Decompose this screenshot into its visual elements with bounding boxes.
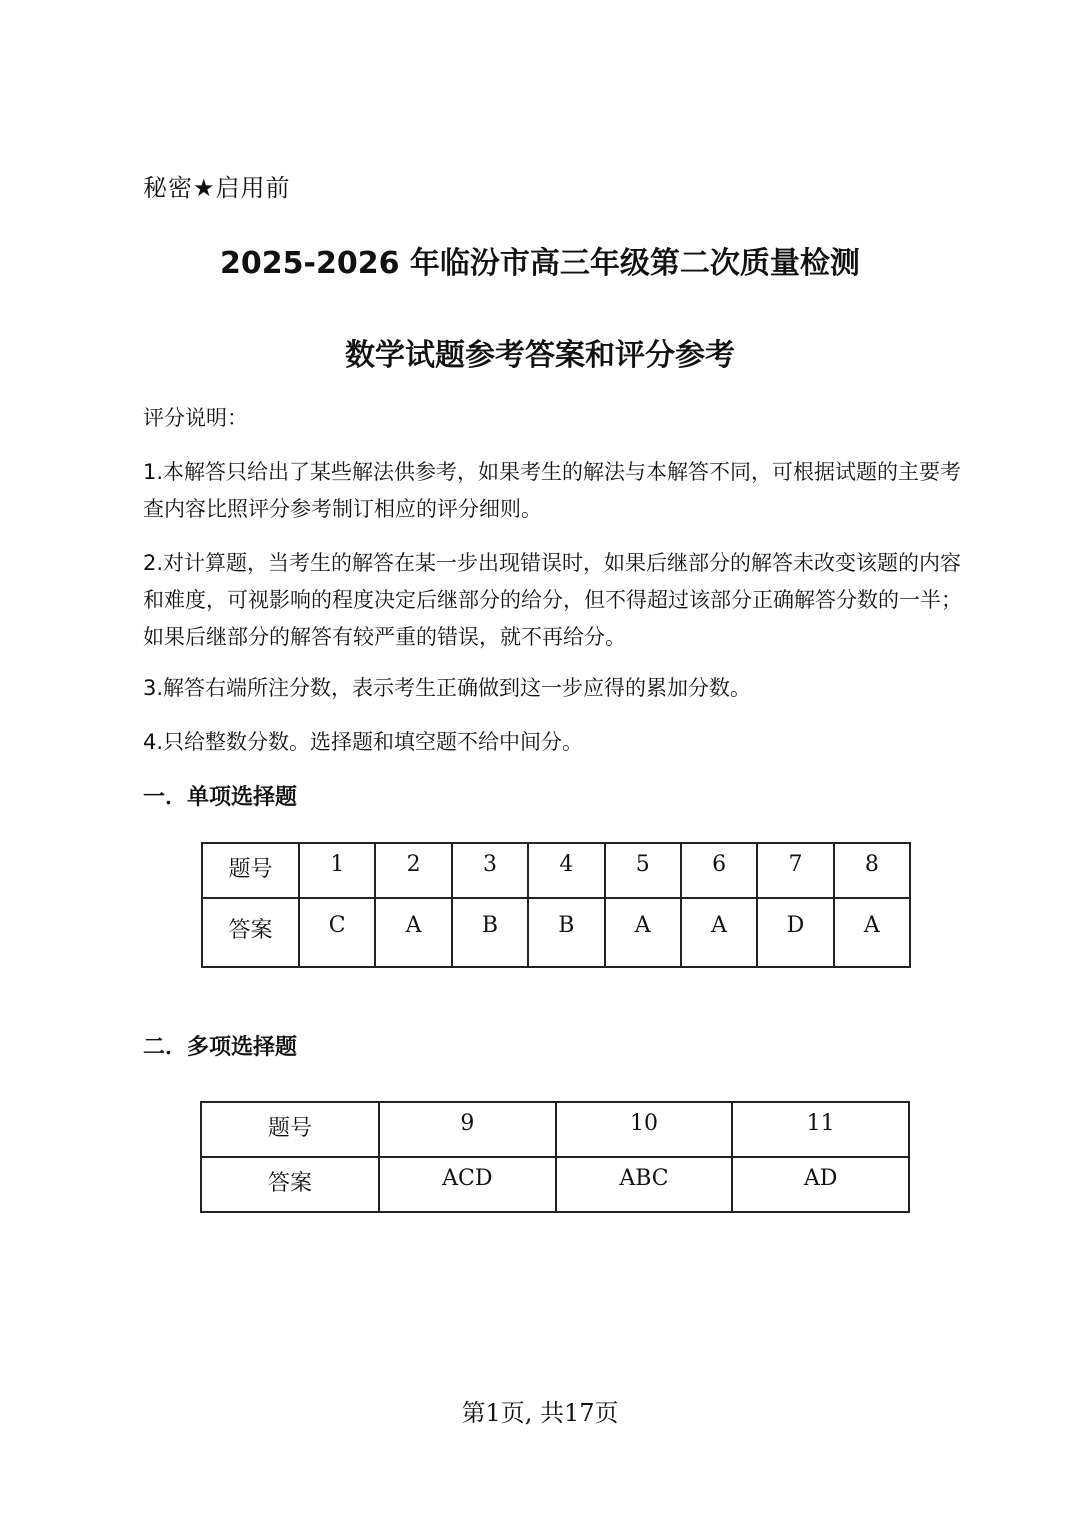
answer-cell: B xyxy=(528,898,604,967)
answer-cell: C xyxy=(299,898,375,967)
section-multiple-choice-heading: 二．多项选择题 xyxy=(143,1035,298,1060)
answer-cell: A xyxy=(834,898,910,967)
question-number-cell: 2 xyxy=(375,843,451,898)
answer-cell: B xyxy=(452,898,528,967)
scoring-item-4: 4.只给整数分数。选择题和填空题不给中间分。 xyxy=(143,730,584,754)
scoring-item-2: 2.对计算题，当考生的解答在某一步出现错误时，如果后继部分的解答未改变该题的内容和难度，可视影响的程度决定后继部分的给分，但不得超过该部分正确解答分数的一半；如果后继部分的解答有较严重的错误，就不再给分。 xyxy=(143,551,962,649)
table-row-answers xyxy=(201,1157,909,1212)
answer-cell: D xyxy=(757,898,833,967)
table-row-question-numbers xyxy=(202,843,910,898)
answer-cell: ABC xyxy=(556,1157,733,1212)
answer-cell: ACD xyxy=(379,1157,556,1212)
question-number-cell: 9 xyxy=(379,1102,556,1157)
document-subtitle: 数学试题参考答案和评分参考 xyxy=(345,338,735,373)
row-label-answer: 答案 xyxy=(201,1157,379,1212)
multiple-choice-answer-table xyxy=(200,1101,910,1213)
table-row-question-numbers xyxy=(201,1102,909,1157)
answer-cell: A xyxy=(681,898,757,967)
row-label-question: 题号 xyxy=(201,1102,379,1157)
question-number-cell: 7 xyxy=(757,843,833,898)
scoring-item-1: 1.本解答只给出了某些解法供参考，如果考生的解法与本解答不同，可根据试题的主要考查内容比照评分参考制订相应的评分细则。 xyxy=(143,460,962,521)
question-number-cell: 10 xyxy=(556,1102,733,1157)
question-number-cell: 6 xyxy=(681,843,757,898)
answer-cell: AD xyxy=(732,1157,909,1212)
exam-title: 2025-2026 年临汾市高三年级第二次质量检测 xyxy=(220,246,860,281)
section-single-choice-heading: 一．单项选择题 xyxy=(143,785,298,810)
scoring-item-3: 3.解答右端所注分数，表示考生正确做到这一步应得的累加分数。 xyxy=(143,676,752,700)
answer-cell: A xyxy=(375,898,451,967)
page-number-footer: 第1页, 共17页 xyxy=(461,1399,619,1427)
row-label-question: 题号 xyxy=(202,843,299,898)
question-number-cell: 5 xyxy=(605,843,681,898)
table-row-answers xyxy=(202,898,910,967)
scoring-heading: 评分说明： xyxy=(143,406,248,430)
question-number-cell: 3 xyxy=(452,843,528,898)
confidential-label: 秘密★启用前 xyxy=(143,174,291,202)
question-number-cell: 8 xyxy=(834,843,910,898)
question-number-cell: 1 xyxy=(299,843,375,898)
single-choice-answer-table xyxy=(201,842,911,968)
question-number-cell: 11 xyxy=(732,1102,909,1157)
question-number-cell: 4 xyxy=(528,843,604,898)
answer-cell: A xyxy=(605,898,681,967)
row-label-answer: 答案 xyxy=(202,898,299,967)
